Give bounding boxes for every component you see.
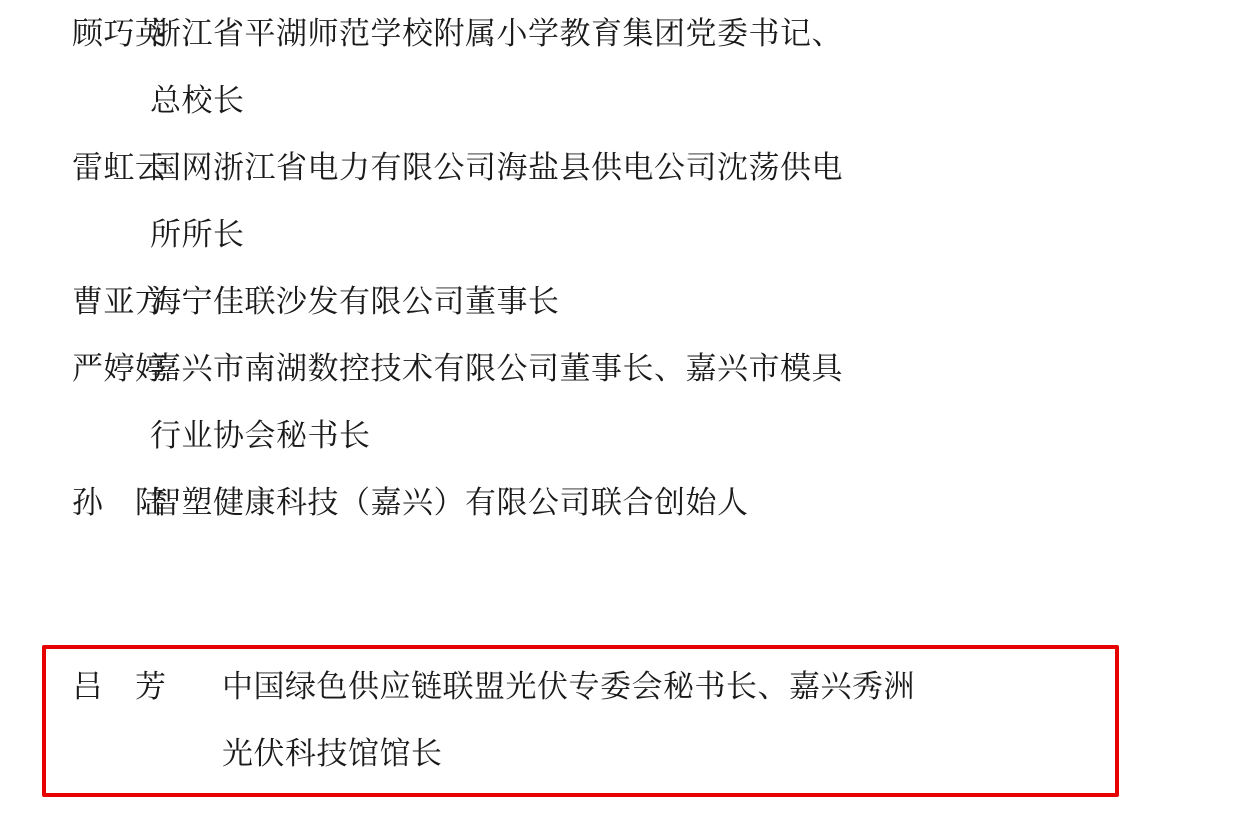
entry-description xyxy=(150,134,1241,268)
entry-description-line: 总校长 xyxy=(150,83,245,118)
entry-description xyxy=(150,335,1241,469)
list-item xyxy=(0,134,1241,268)
entry-name: 孙 陆 xyxy=(72,485,167,520)
entry-description-line: 国网浙江省电力有限公司海盐县供电公司沈荡供电 xyxy=(150,150,843,185)
entry-description-line: 智塑健康科技（嘉兴）有限公司联合创始人 xyxy=(150,485,749,520)
entry-description-line: 嘉兴市南湖数控技术有限公司董事长、嘉兴市模具 xyxy=(150,351,843,386)
list-item xyxy=(0,335,1241,469)
spacer xyxy=(42,645,1119,653)
highlighted-list-item-block xyxy=(42,645,1119,787)
entry-name: 曹亚方 xyxy=(72,284,167,319)
entry-description-line: 光伏科技馆馆长 xyxy=(222,736,443,771)
entry-description xyxy=(150,0,1241,134)
list-item xyxy=(0,268,1241,335)
entry-name: 严婷婷 xyxy=(72,351,167,386)
list-item xyxy=(0,469,1241,536)
entry-description-line: 海宁佳联沙发有限公司董事长 xyxy=(150,284,560,319)
entry-description-line: 浙江省平湖师范学校附属小学教育集团党委书记、 xyxy=(150,16,843,51)
entry-name: 顾巧英 xyxy=(72,16,167,51)
entry-description xyxy=(222,653,1119,787)
entry-description xyxy=(150,268,1241,335)
list-item xyxy=(0,0,1241,134)
entry-name: 雷虹云 xyxy=(72,150,167,185)
entry-description-line: 所所长 xyxy=(150,217,245,252)
entry-description-line: 中国绿色供应链联盟光伏专委会秘书长、嘉兴秀洲 xyxy=(222,669,915,704)
entry-description xyxy=(150,469,1241,536)
entry-name: 吕 芳 xyxy=(72,669,167,704)
entry-description-line: 行业协会秘书长 xyxy=(150,418,371,453)
list-item xyxy=(42,653,1119,787)
